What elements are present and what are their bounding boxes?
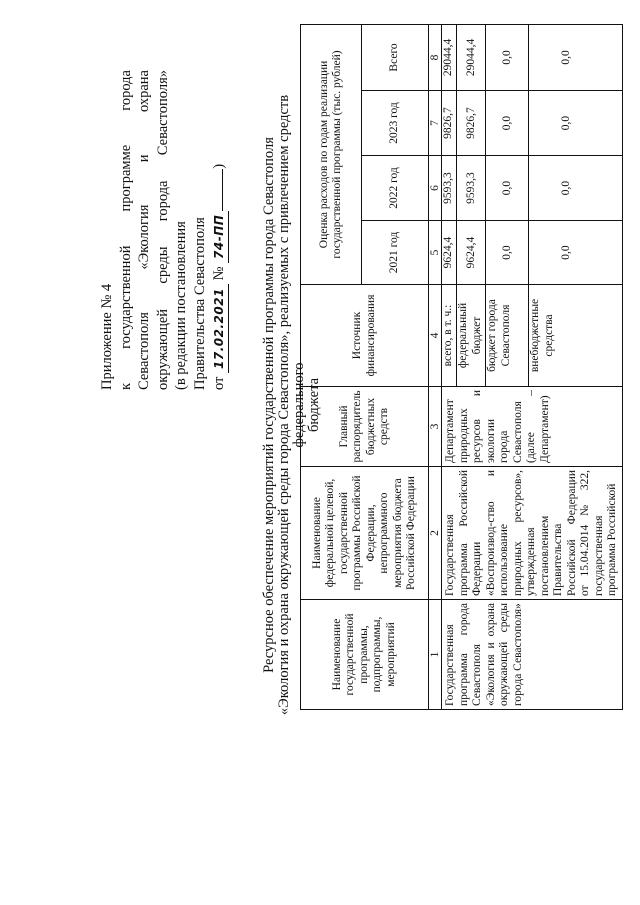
header-year-2021: 2021 год xyxy=(362,221,429,285)
source-extrabudget: внебюджетные средства xyxy=(529,298,555,373)
column-number: 1 xyxy=(429,600,442,710)
value: 0,0 xyxy=(560,50,572,65)
column-number: 5 xyxy=(429,221,442,285)
header-estimate: Оценка расходов по годам реализации государственной программы (тыс. рублей) xyxy=(301,24,362,284)
appendix-line: Севастополя «Экология и охрана xyxy=(136,70,153,390)
appendix-line: окружающей среды города Севастополя» xyxy=(154,70,171,390)
column-number: 4 xyxy=(429,285,442,387)
values-2023-cell xyxy=(442,91,623,156)
column-number-row xyxy=(429,24,442,709)
appendix-line: (в редакции постановления xyxy=(173,221,190,390)
signature-suffix: ) xyxy=(210,163,227,169)
appendix-line: к государственной программе города xyxy=(117,70,134,390)
value: 0,0 xyxy=(560,115,572,131)
values-2022-cell xyxy=(442,156,623,221)
value: 29044,4 xyxy=(442,25,457,90)
signature-line xyxy=(210,70,230,390)
value: 0,0 xyxy=(486,156,529,220)
title-line: Ресурсное обеспечение мероприятий государственной программы города Севастополя xyxy=(261,137,277,673)
handwritten-number: 74-ПП xyxy=(210,211,230,263)
values-2021-cell xyxy=(442,221,623,285)
header-budget-manager: Главный распорядитель бюджетных средств xyxy=(301,387,429,467)
value: 0,0 xyxy=(560,245,572,260)
header-year-2022: 2022 год xyxy=(362,156,429,221)
header-federal-program: Наименование федеральной целевой, государственной программы Российской Федерации, непрограммного мероприятия бюджета Российской Федерации xyxy=(301,467,429,600)
table-header-row xyxy=(301,24,362,709)
value: 0,0 xyxy=(560,180,572,196)
title-line: бюджета xyxy=(306,377,322,433)
value: 9593,3 xyxy=(457,156,486,220)
signature-blank xyxy=(222,169,223,211)
column-number: 6 xyxy=(429,156,442,221)
source-total: всего, в т. ч.: xyxy=(442,285,457,386)
source-city: бюджет города Севастополя xyxy=(486,285,529,386)
appendix-line: Правительства Севастополя xyxy=(191,217,208,390)
column-number: 2 xyxy=(429,467,442,600)
funding-sources-cell xyxy=(442,285,623,387)
signature-prefix: от xyxy=(210,376,227,390)
header-funding-source: Источник финансирования xyxy=(301,285,429,387)
value: 0,0 xyxy=(486,91,529,155)
value: 29044,4 xyxy=(457,25,486,90)
budget-manager-cell: Департамент природных ресурсов и экологии города Севастополя (далее – Департамент) xyxy=(442,387,623,467)
value: 9826,7 xyxy=(442,91,457,155)
values-total-cell xyxy=(442,24,623,90)
column-number: 3 xyxy=(429,387,442,467)
signature-number-label: № xyxy=(210,266,227,281)
value: 9624,4 xyxy=(457,221,486,284)
value: 0,0 xyxy=(486,221,529,284)
value: 9624,4 xyxy=(442,221,457,284)
value: 0,0 xyxy=(486,25,529,90)
federal-program-cell: Государственная программа Российской Федерации «Воспроизвод-ство и использование природных ресурсов», утвержденная постановлением Правительства Российской Федерации от 15.04.2014 № 322, государственная программа Российской xyxy=(442,467,623,600)
header-program-name: Наименование государственной программы, подпрограммы, мероприятий xyxy=(301,600,429,710)
resource-table xyxy=(300,24,623,710)
appendix-number: Приложение № 4 xyxy=(99,283,115,390)
handwritten-date: 17.02.2021 xyxy=(210,284,230,373)
value: 9826,7 xyxy=(457,91,486,155)
appendix-block xyxy=(98,70,229,390)
header-total: Всего xyxy=(362,24,429,90)
source-federal: федеральный бюджет xyxy=(457,285,486,386)
title-line: «Экология и охрана окружающей среды города Севастополя», реализуемых с привлечением средств федерального xyxy=(276,94,307,716)
column-number: 8 xyxy=(429,24,442,90)
column-number: 7 xyxy=(429,91,442,156)
value: 9593,3 xyxy=(442,156,457,220)
header-year-2023: 2023 год xyxy=(362,91,429,156)
program-name-cell: Государственная программа города Севастополя «Экология и охрана окружающей среды города Севастополя» xyxy=(442,600,623,710)
table-row xyxy=(442,24,623,709)
